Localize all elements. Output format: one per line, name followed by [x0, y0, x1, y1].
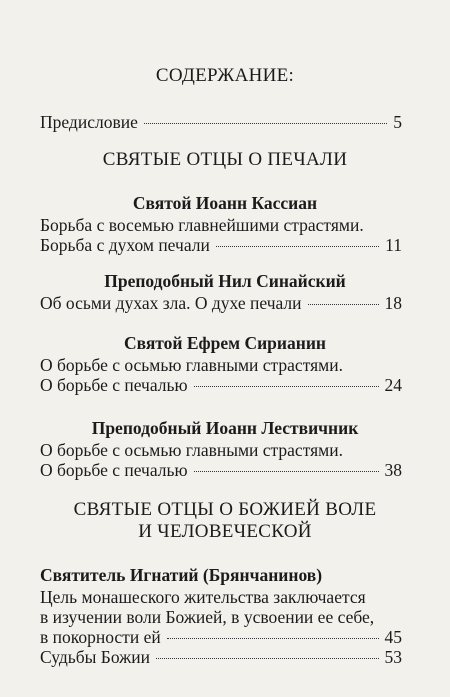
entry-label: Судьбы Божии	[40, 647, 150, 667]
page-number: 24	[384, 375, 402, 395]
toc-title: СОДЕРЖАНИЕ:	[155, 65, 295, 86]
author-heading: Святитель Игнатий (Брянчанинов)	[40, 565, 323, 585]
dot-leader	[144, 123, 387, 124]
entry-text: Борьба с восемью главнейшими страстями.	[40, 215, 364, 235]
section-heading-sorrow: СВЯТЫЕ ОТЦЫ О ПЕЧАЛИ	[102, 149, 348, 170]
page-number: 45	[384, 627, 402, 647]
toc-entry[interactable]	[40, 647, 402, 667]
page-number: 18	[384, 293, 402, 313]
section-heading-will: СВЯТЫЕ ОТЦЫ О БОЖИЕЙ ВОЛЕ	[73, 499, 377, 520]
toc-entry[interactable]	[40, 627, 402, 647]
author-heading: Святой Ефрем Сирианин	[123, 333, 326, 353]
toc-entry[interactable]	[40, 293, 402, 313]
entry-label: Об осьми духах зла. О духе печали	[40, 293, 302, 313]
entry-text: в изучении воли Божией, в усвоении ее себе,	[40, 607, 375, 627]
dot-leader	[194, 386, 379, 387]
dot-leader	[156, 658, 379, 659]
entry-text: О борьбе с осьмью главными страстями.	[40, 355, 343, 375]
page-number: 5	[393, 112, 402, 132]
dot-leader	[216, 246, 379, 247]
author-heading: Святой Иоанн Кассиан	[132, 193, 318, 213]
page-number: 53	[384, 647, 402, 667]
dot-leader	[194, 471, 379, 472]
author-heading: Преподобный Иоанн Лествичник	[91, 418, 359, 438]
entry-label: О борьбе с печалью	[40, 375, 188, 395]
dot-leader	[308, 304, 379, 305]
toc-entry[interactable]	[40, 460, 402, 480]
entry-label: О борьбе с печалью	[40, 460, 188, 480]
section-heading-will-cont: И ЧЕЛОВЕЧЕСКОЙ	[138, 521, 312, 542]
dot-leader	[167, 638, 379, 639]
page-number: 38	[384, 460, 402, 480]
author-heading: Преподобный Нил Синайский	[104, 271, 346, 291]
entry-text: Цель монашеского жительства заключается	[40, 587, 366, 607]
entry-label: Предисловие	[40, 112, 138, 132]
entry-label: Борьба с духом печали	[40, 235, 210, 255]
toc-entry-preface[interactable]	[40, 112, 402, 132]
entry-text: О борьбе с осьмью главными страстями.	[40, 440, 343, 460]
toc-entry[interactable]	[40, 235, 402, 255]
page-number: 11	[385, 235, 402, 255]
toc-entry[interactable]	[40, 375, 402, 395]
entry-label: в покорности ей	[40, 627, 161, 647]
